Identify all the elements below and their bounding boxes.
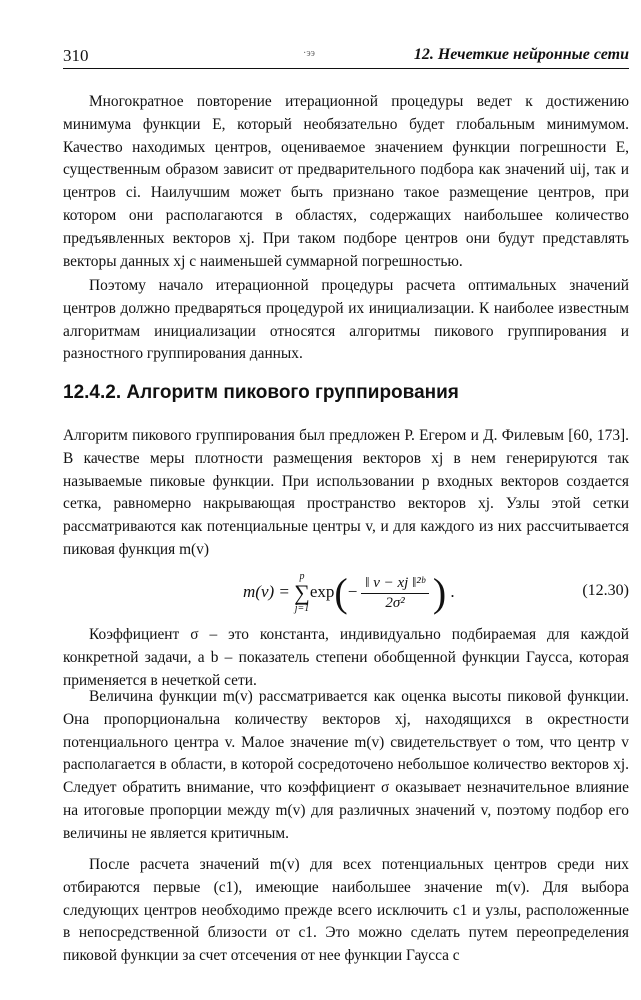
paragraph-6: После расчета значений m(v) для всех потенциальных центров среди них отбираются первые (c1), имеющие наибольшее значение m(v). Для выбора следующих центров необходимо прежде всего исключить c1 и узлы, расположенные в непосредственной близости от c1. Это можно сделать путем переопределения пиковой функции за счет отсечения от нее функции Гаусса с bbox=[63, 856, 629, 965]
section-heading: 12.4.2. Алгоритм пикового группирования bbox=[63, 382, 459, 403]
page-header bbox=[63, 44, 629, 66]
numerator: ‖ v − xj ‖²ᵇ bbox=[361, 575, 429, 594]
equation-number: (12.30) bbox=[582, 582, 629, 599]
paragraph-5: Величина функции m(v) рассматривается как оценка высоты пиковой функции. Она пропорциональна количеству векторов xj, находящихся в окрестности потенциального центра v. Малое значение m(v) свидетельствует о том, что центр v располагается в области, в которой сосредоточено небольшое количество векторов xj. Следует обратить внимание, что коэффициент σ оказывает незначительное влияние на итоговые пропорции между m(v) для различных значений v, поэтому подбор его величины не является критичным. bbox=[63, 688, 629, 842]
running-title: 12. Нечеткие нейронные сети bbox=[413, 46, 629, 63]
sum-lower-limit: j=1 bbox=[294, 603, 310, 614]
paragraph-4: Коэффициент σ – это константа, индивидуально подбираемая для каждой конкретной задачи, а b – показатель степени обобщенной функции Гаусса, которая применяется в нечеткой сети. bbox=[63, 626, 629, 689]
sum-upper-limit: p bbox=[299, 571, 305, 582]
formula-12-30 bbox=[63, 560, 629, 620]
fraction bbox=[361, 575, 429, 612]
scan-mark: ·ээ bbox=[303, 48, 315, 59]
paragraph-3: Алгоритм пикового группирования был предложен Р. Егером и Д. Филевым [60, 173]. В качестве меры плотности размещения векторов xj в нем генерируются так называемые пиковые функции. При использовании p входных векторов создается сетка, равномерно накрывающая пространство векторов xj. Узлы этой сетки рассматриваются как потенциальные центры v, и для каждого из них рассчитывается пиковая функция m(v) bbox=[63, 427, 629, 558]
denominator: 2σ² bbox=[385, 594, 405, 611]
formula-body: m(v) = p ∑ j=1 exp(− $\frac{\text{‖ v − xj ‖²ᵇ}}{\text{2σ²}}$ ) . bbox=[243, 570, 455, 615]
page-number: 310 bbox=[63, 46, 89, 65]
sum-operator: p ∑ j=1 bbox=[294, 571, 310, 614]
formula-lhs: m(v) = bbox=[243, 581, 290, 601]
paragraph-2: Поэтому начало итерационной процедуры расчета оптимальных значений центров должно предваряться процедурой их инициализации. К наиболее известным алгоритмам инициализации относятся алгоритмы пикового группирования и разностного группирования данных. bbox=[63, 277, 629, 363]
header-rule bbox=[63, 68, 629, 69]
paragraph-1: Многократное повторение итерационной процедуры ведет к достижению минимума функции E, который необязательно будет глобальным минимумом. Качество находимых центров, оцениваемое значением функции погрешности E, существенным образом зависит от предварительного подбора как значений uij, так и центров ci. Наилучшим может быть признано такое размещение центров, при котором они располагаются в областях, содержащих наибольшее количество предъявленных векторов xj. При таком подборе центров они будут представлять векторы данных xj с наименьшей суммарной погрешностью. bbox=[63, 93, 629, 270]
exp-function: exp bbox=[309, 581, 335, 601]
